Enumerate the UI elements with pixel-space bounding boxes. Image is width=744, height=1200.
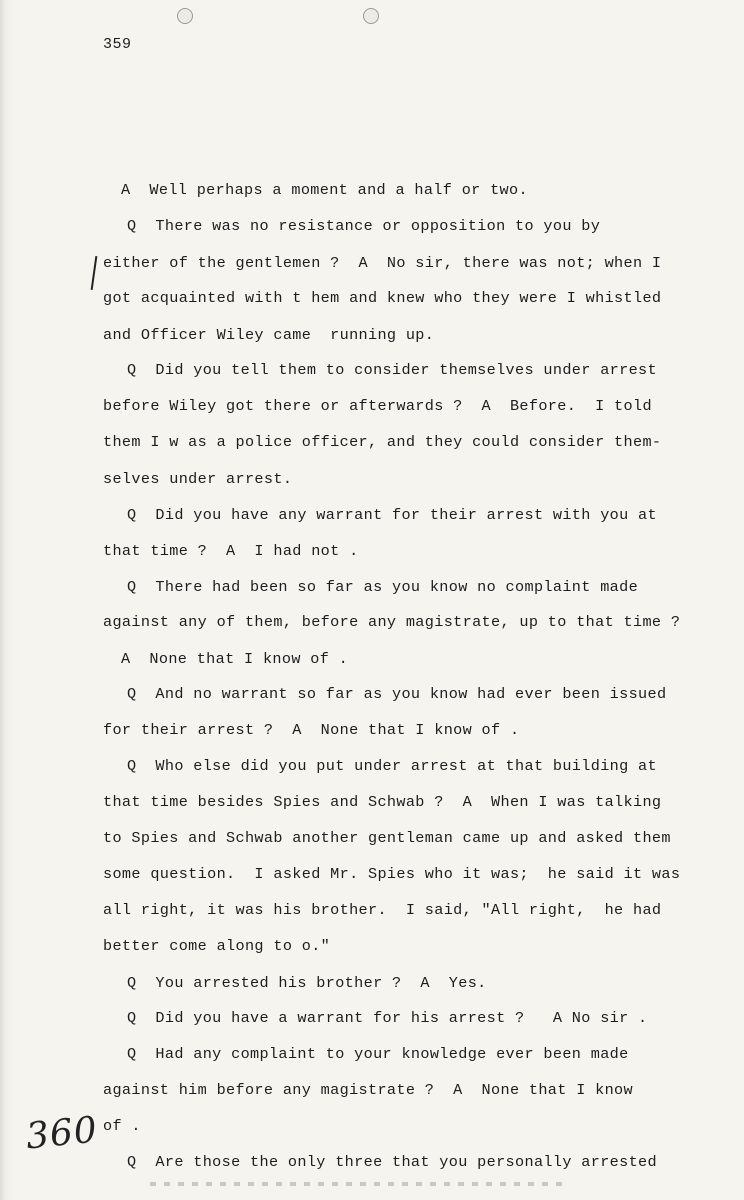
transcript-line: of . bbox=[103, 1117, 141, 1135]
transcript-line: Q Did you have any warrant for their arrest with you at bbox=[127, 506, 657, 524]
transcript-line: that time ? A I had not . bbox=[103, 542, 359, 560]
transcript-line: them I w as a police officer, and they could consider them- bbox=[103, 433, 662, 451]
faint-bleed-through bbox=[150, 1182, 570, 1186]
transcript-line: against any of them, before any magistrate, up to that time ? bbox=[103, 613, 681, 631]
transcript-line: got acquainted with t hem and knew who they were I whistled bbox=[103, 289, 662, 307]
transcript-line: selves under arrest. bbox=[103, 470, 293, 488]
transcript-line: either of the gentlemen ? A No sir, there was not; when I bbox=[103, 254, 662, 272]
transcript-line: Q Had any complaint to your knowledge ever been made bbox=[127, 1045, 629, 1063]
transcript-line: some question. I asked Mr. Spies who it was; he said it was bbox=[103, 865, 681, 883]
transcript-line: better come along to o." bbox=[103, 937, 331, 955]
punch-hole bbox=[177, 8, 193, 24]
transcript-line: Q Who else did you put under arrest at that building at bbox=[127, 757, 657, 775]
transcript-line: Q There was no resistance or opposition to you by bbox=[127, 217, 601, 235]
transcript-line: Q Are those the only three that you personally arrested bbox=[127, 1153, 657, 1171]
punch-hole bbox=[363, 8, 379, 24]
transcript-line: for their arrest ? A None that I know of . bbox=[103, 721, 520, 739]
transcript-line: A Well perhaps a moment and a half or two. bbox=[121, 181, 528, 199]
transcript-line: Q And no warrant so far as you know had ever been issued bbox=[127, 685, 667, 703]
transcript-line: that time besides Spies and Schwab ? A When I was talking bbox=[103, 793, 662, 811]
transcript-line: Q Did you have a warrant for his arrest ? A No sir . bbox=[127, 1009, 648, 1027]
handwritten-page-number: 360 bbox=[24, 1109, 100, 1158]
transcript-line: and Officer Wiley came running up. bbox=[103, 326, 435, 344]
transcript-line: Q Did you tell them to consider themselves under arrest bbox=[127, 361, 657, 379]
handwritten-margin-mark bbox=[91, 256, 98, 290]
transcript-line: to Spies and Schwab another gentleman came up and asked them bbox=[103, 829, 671, 847]
page-number: 359 bbox=[103, 36, 132, 53]
transcript-line: A None that I know of . bbox=[121, 650, 349, 668]
transcript-line: Q There had been so far as you know no complaint made bbox=[127, 578, 639, 596]
transcript-line: before Wiley got there or afterwards ? A Before. I told bbox=[103, 397, 652, 415]
transcript-line: Q You arrested his brother ? A Yes. bbox=[127, 974, 487, 992]
transcript-line: all right, it was his brother. I said, "All right, he had bbox=[103, 901, 662, 919]
transcript-line: against him before any magistrate ? A None that I know bbox=[103, 1081, 633, 1099]
